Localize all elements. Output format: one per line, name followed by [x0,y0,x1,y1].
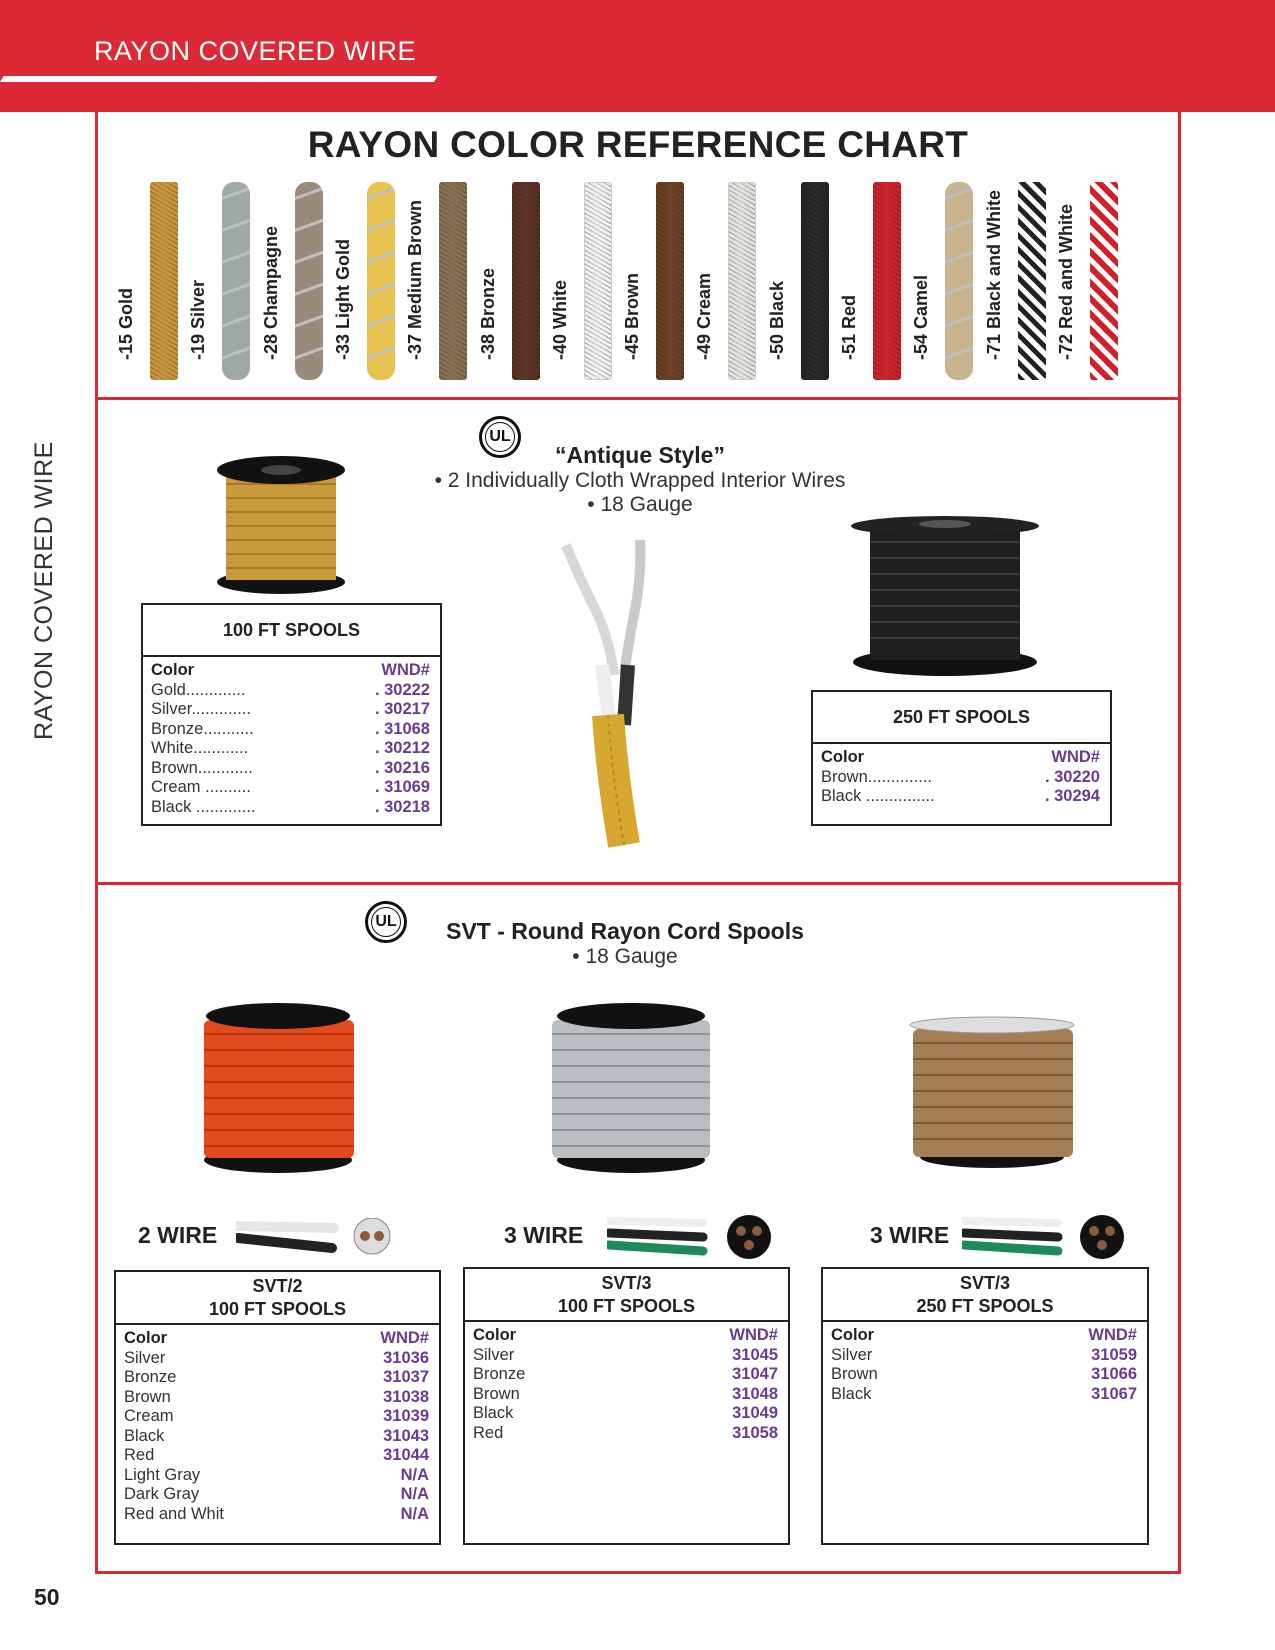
row-color: Silver [124,1348,166,1367]
swatch-label-box [694,181,714,381]
swatch-label-box [333,181,353,381]
swatch-label-box [911,181,931,381]
table-heading-text: 100 FT SPOOLS [222,619,361,640]
header-bar [0,0,1275,112]
swatch-label: -54 Camel [911,274,932,360]
wire-count-label: 3 WIRE [504,1222,584,1248]
color-swatch [911,180,973,385]
page-number: 50 [34,1584,60,1610]
swatch-label: -28 Champagne [260,225,281,360]
row-wnd-number: 31058 [732,1423,778,1442]
table-row [151,681,430,701]
swatch-label: -33 Light Gold [332,239,353,360]
row-wnd-number: . 30218 [374,797,430,816]
row-color: Red and Whit [124,1504,224,1523]
table-row [124,1349,429,1369]
row-wnd-number: . 30212 [374,739,430,757]
table-header-row [124,1329,429,1349]
antique-description [390,442,890,517]
color-swatch [839,180,901,385]
row-color: Brown [124,1387,171,1406]
rope-sample [222,182,250,380]
row-wnd-number: 31059 [1091,1345,1137,1364]
2-wire-cable-icon [236,1218,396,1260]
table-row [473,1404,778,1424]
table-header-row [473,1326,778,1346]
header-title: RAYON COVERED WIRE [94,36,417,66]
color-column-header: Color [151,661,195,679]
swatch-label-box [188,181,208,381]
table-row [151,700,430,720]
rope-sample [945,182,973,380]
color-column-header: Color [831,1326,875,1344]
table-row [124,1466,429,1486]
table-row [124,1505,429,1525]
table-heading-text: 250 FT SPOOLS [892,706,1031,727]
row-wnd-number: 31038 [383,1387,429,1406]
swatch-label: -49 Cream [694,272,715,360]
table-row [151,778,430,798]
chart-title: RAYON COLOR REFERENCE CHART [307,124,969,165]
row-color: Red [124,1446,155,1464]
swatch-label-box [550,181,570,381]
table-heading [143,605,440,657]
row-wnd-number: . 30217 [374,700,430,718]
antique-100ft-table [141,603,442,826]
table-row [831,1385,1137,1405]
wire-count-label: 2 WIRE [138,1222,218,1248]
row-wnd-number: . 30294 [1044,787,1100,805]
table-body [823,1322,1147,1404]
table-body [143,657,440,817]
row-wnd-number: 31036 [383,1348,429,1367]
table-row [124,1446,429,1466]
row-color: White............ [151,739,249,757]
side-section-label: RAYON COVERED WIRE [30,441,58,740]
row-color: Brown [831,1365,878,1383]
brown-spool-image [905,1015,1080,1175]
svt3-100ft-table [463,1267,790,1545]
table-header-row [821,748,1100,768]
color-swatch [116,180,178,385]
antique-wire-cutaway-image [548,535,678,850]
row-color: Gold............. [151,680,246,699]
antique-bullet-wires: • 2 Individually Cloth Wrapped Interior Wires [434,469,846,492]
row-wnd-number: N/A [400,1485,429,1503]
row-wnd-number: 31037 [383,1368,429,1386]
color-swatch [261,180,323,385]
row-color: Light Gray [124,1465,201,1484]
section-divider-1 [95,397,1181,400]
ul-listed-icon: UL [479,416,521,458]
swatch-label-box [478,181,498,381]
table-body [116,1325,439,1524]
rope-sample [1090,182,1118,380]
row-wnd-number: 31039 [383,1407,429,1425]
row-color: Cream .......... [151,778,251,796]
wire-count-label: 3 WIRE [870,1222,950,1248]
wnd-column-header: WND# [729,1326,778,1344]
svt-bullet-gauge: • 18 Gauge [572,945,678,968]
color-swatch [188,180,250,385]
rope-sample [295,182,323,380]
swatch-label: -40 White [549,279,570,360]
rope-sample [439,182,467,380]
swatch-label-box [261,181,281,381]
table-body [465,1322,788,1443]
color-swatch [405,180,467,385]
row-wnd-number: 31066 [1091,1365,1137,1383]
table-row [473,1385,778,1405]
wnd-column-header: WND# [1088,1326,1137,1344]
ul-listed-icon: UL [365,901,407,943]
table-row [124,1427,429,1447]
svt2-100ft-table [114,1270,441,1545]
antique-250ft-table [811,690,1112,826]
rope-sample [1018,182,1046,380]
swatch-label: -72 Red and White [1055,203,1076,360]
rope-sample [584,182,612,380]
color-swatch [478,180,540,385]
row-wnd-number: . 30220 [1044,767,1100,786]
swatch-label-box [1056,181,1076,381]
table-row [473,1346,778,1366]
table-heading-line2: 100 FT SPOOLS [557,1295,696,1316]
row-wnd-number: . 31068 [374,719,430,738]
row-color: Brown.............. [821,767,932,786]
table-heading-line2: 100 FT SPOOLS [208,1298,347,1319]
table-row [124,1388,429,1408]
section-divider-2 [95,882,1181,885]
color-swatch [1056,180,1118,385]
row-wnd-number: . 30216 [374,758,430,777]
antique-bullet-gauge: • 18 Gauge [587,493,693,516]
table-heading-line1: SVT/2 [252,1275,303,1296]
row-color: Red [473,1423,504,1442]
rope-sample [656,182,684,380]
row-wnd-number: 31045 [732,1345,778,1364]
color-swatch [694,180,756,385]
color-swatch [550,180,612,385]
table-row [473,1365,778,1385]
table-heading [465,1269,788,1322]
row-wnd-number: N/A [400,1504,429,1523]
rope-sample [512,182,540,380]
gold-spool-image [212,452,350,598]
table-row [124,1368,429,1388]
swatch-label: -51 Red [839,294,859,360]
table-row [151,798,430,818]
swatch-label: -71 Black and White [983,189,1004,360]
color-column-header: Color [821,748,865,766]
3-wire-cable-icon [962,1215,1130,1261]
color-swatch [622,180,684,385]
row-color: Bronze........... [151,719,254,738]
rope-sample [150,182,178,380]
table-heading-line1: SVT/3 [959,1272,1011,1293]
row-color: Bronze [473,1365,526,1383]
black-spool-image [848,512,1043,682]
row-color: Silver [831,1345,873,1364]
row-color: Brown [473,1384,520,1403]
color-swatch [767,180,829,385]
row-wnd-number: 31044 [383,1446,429,1464]
table-body [813,744,1110,807]
row-color: Dark Gray [124,1485,200,1503]
row-color: Bronze [124,1368,177,1386]
swatch-label-box [405,181,425,381]
row-wnd-number: 31048 [732,1384,778,1403]
swatch-label-box [839,181,859,381]
row-color: Silver............. [151,700,251,718]
table-row [124,1407,429,1427]
table-row [831,1346,1137,1366]
swatch-label: -15 Gold [116,287,136,360]
wnd-column-header: WND# [381,661,430,679]
table-heading-line2: 250 FT SPOOLS [916,1295,1054,1316]
rope-sample [873,182,901,380]
table-row [151,720,430,740]
color-column-header: Color [124,1329,168,1347]
row-color: Black [831,1384,872,1403]
wnd-column-header: WND# [1051,748,1100,766]
row-color: Silver [473,1345,515,1364]
color-column-header: Color [473,1326,517,1344]
svt-description [400,918,850,969]
rope-sample [728,182,756,380]
table-row [831,1365,1137,1385]
row-color: Brown............ [151,758,253,777]
table-row [124,1485,429,1505]
table-row [821,768,1100,788]
row-color: Black ............... [821,787,935,805]
red-spool-image [200,1000,357,1175]
swatch-label: -19 Silver [188,279,209,360]
swatch-label: -50 Black [766,280,787,360]
swatch-label: -37 Medium Brown [405,199,426,360]
row-color: Cream [124,1407,174,1425]
table-row [473,1424,778,1444]
table-row [151,759,430,779]
table-row [151,739,430,759]
color-swatch [984,180,1046,385]
swatch-label-box [622,181,642,381]
row-wnd-number: 31043 [383,1426,429,1445]
swatch-label: -45 Brown [622,272,643,360]
row-wnd-number: 31067 [1091,1384,1137,1403]
swatch-label-box [767,181,787,381]
wnd-column-header: WND# [380,1329,429,1347]
table-heading [823,1269,1147,1322]
row-color: Black [124,1426,165,1445]
table-heading [116,1272,439,1325]
color-swatch [333,180,395,385]
row-color: Black [473,1404,514,1422]
swatch-label: -38 Bronze [477,267,498,360]
row-wnd-number: 31049 [732,1404,778,1422]
row-color: Black ............. [151,797,256,816]
header-stripe [0,76,437,82]
row-wnd-number: N/A [400,1465,429,1484]
table-heading [813,692,1110,744]
svt3-250ft-table [821,1267,1149,1545]
rope-sample [367,182,395,380]
antique-title: “Antique Style” [555,442,725,468]
svt-title: SVT - Round Rayon Cord Spools [446,918,804,944]
table-row [821,787,1100,807]
3-wire-cable-icon [607,1215,775,1261]
swatch-label-box [984,181,1004,381]
row-wnd-number: 31047 [732,1365,778,1383]
row-wnd-number: . 31069 [374,778,430,796]
swatch-label-box [116,181,136,381]
rope-sample [801,182,829,380]
silver-spool-image [548,1000,714,1175]
table-header-row [151,661,430,681]
table-header-row [831,1326,1137,1346]
table-heading-line1: SVT/3 [601,1272,652,1293]
row-wnd-number: . 30222 [374,680,430,699]
